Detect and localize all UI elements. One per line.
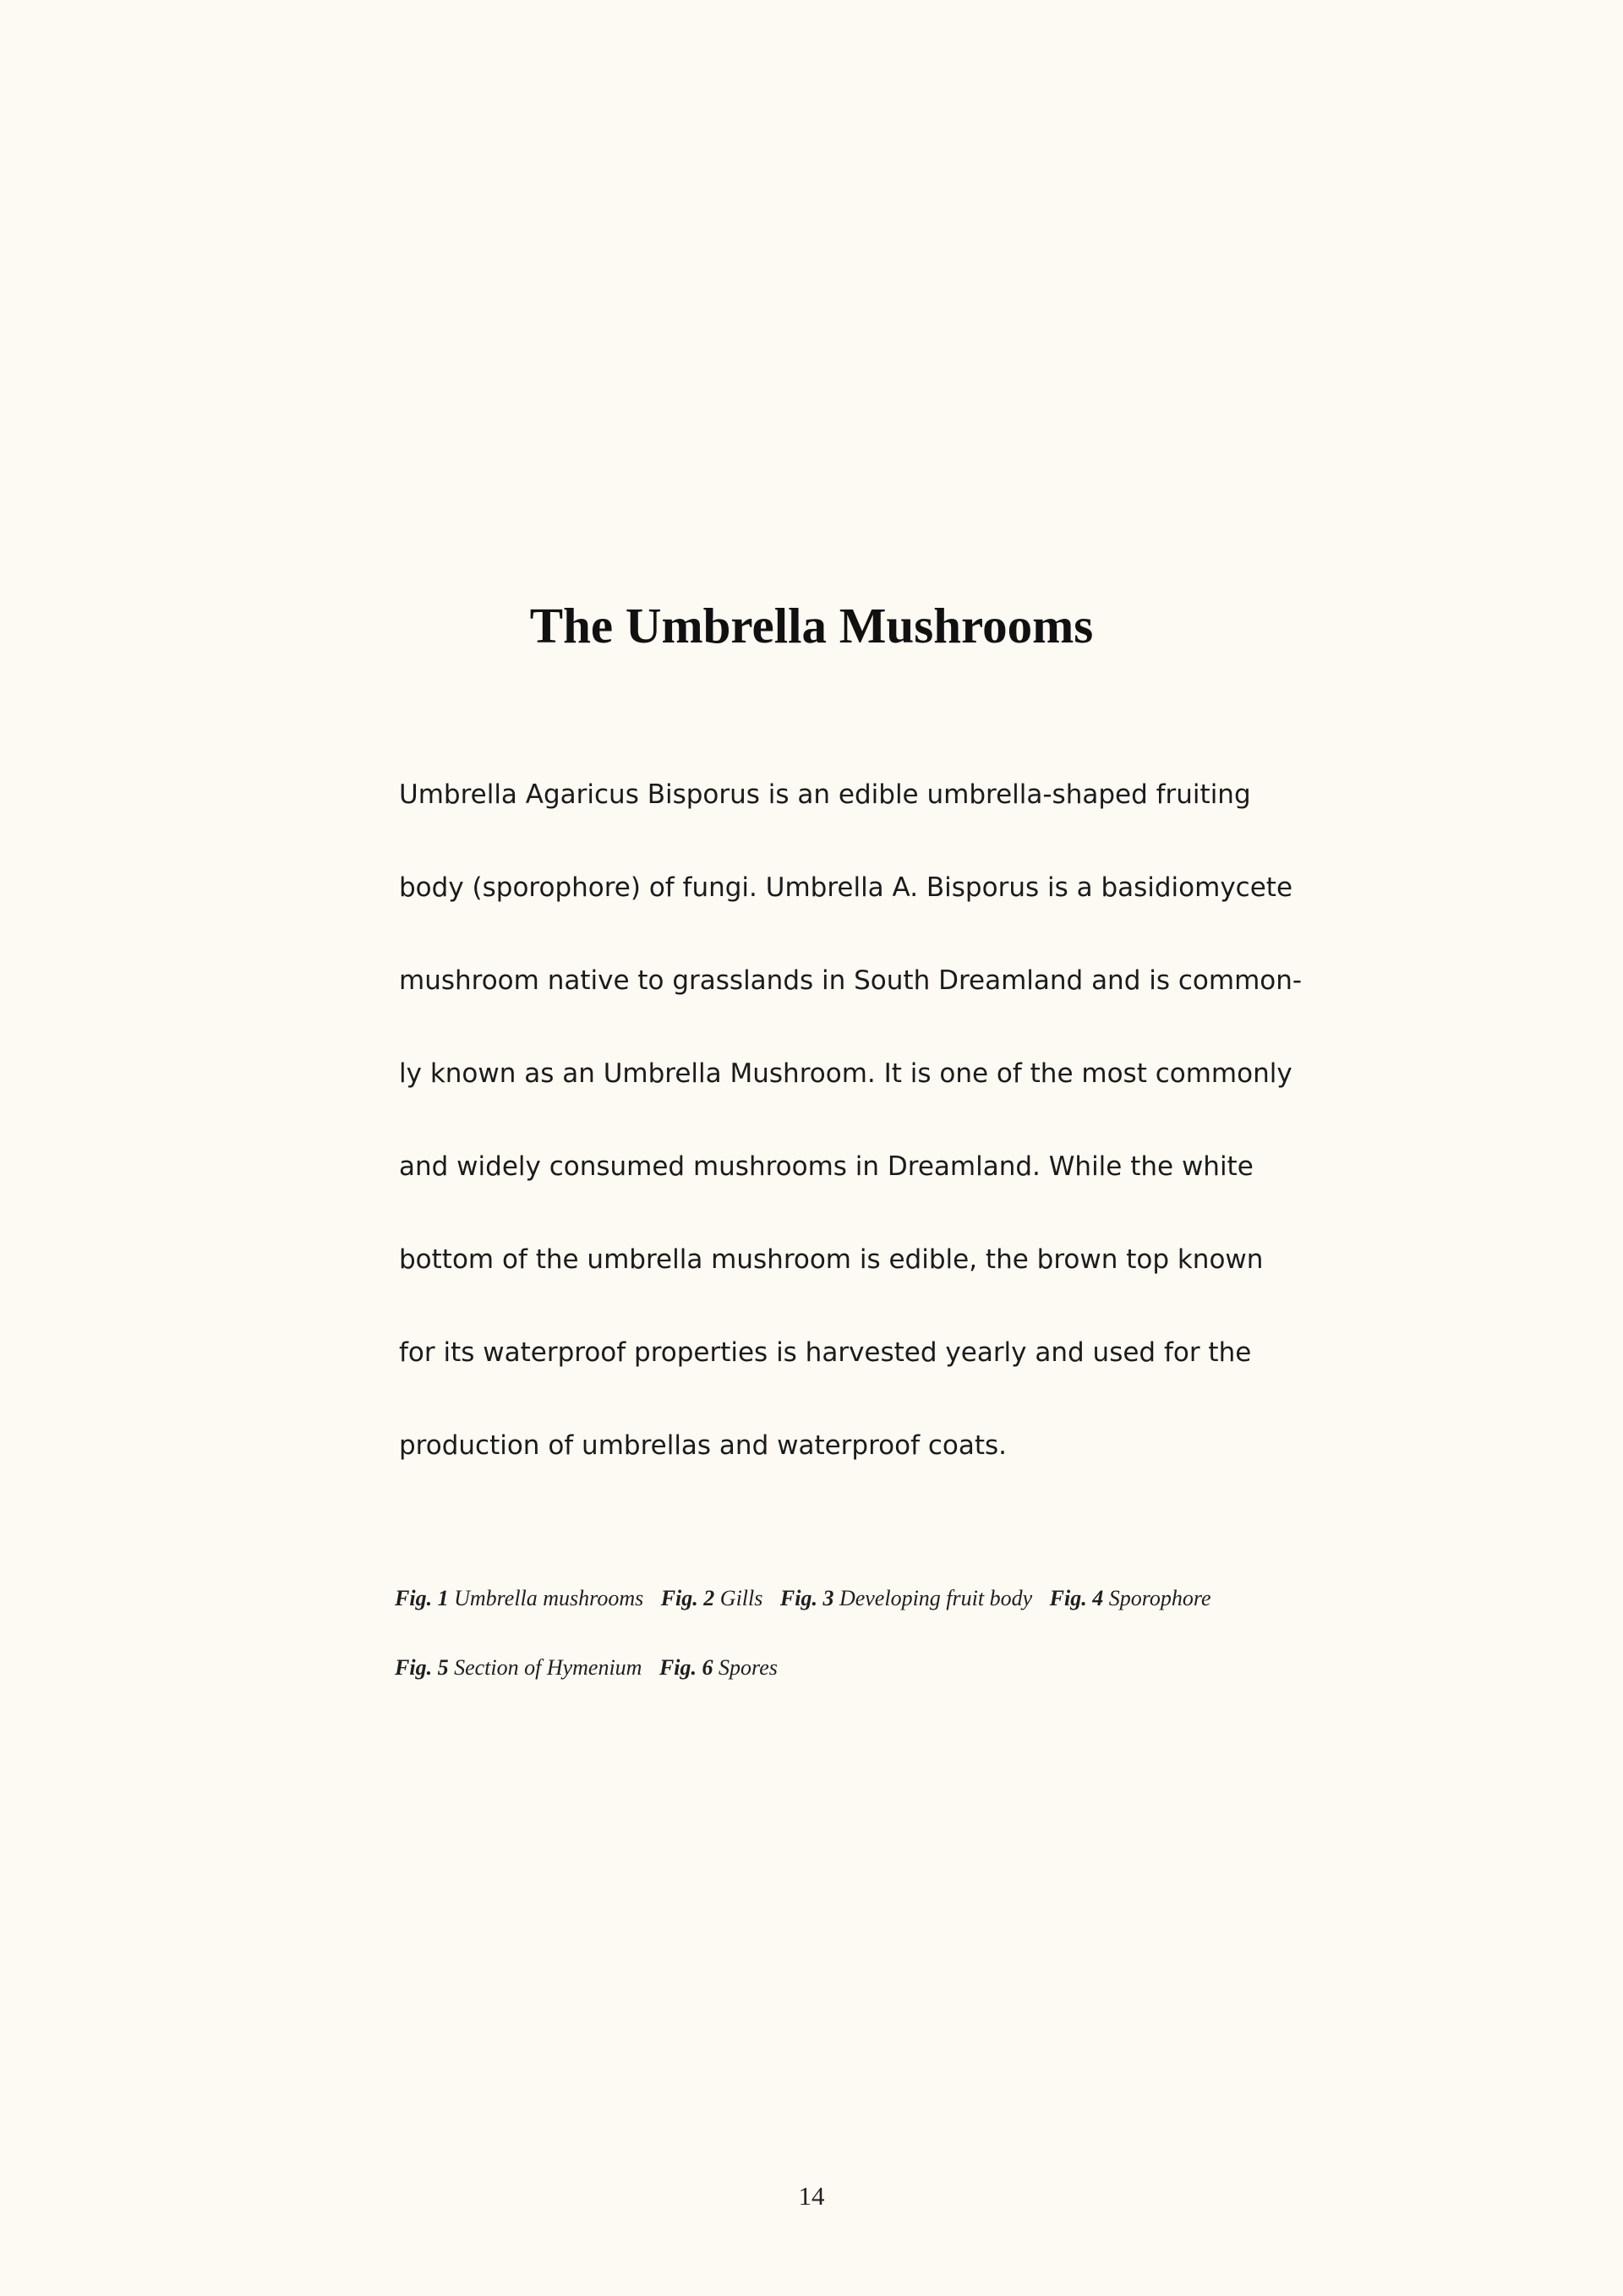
body-line: for its waterproof properties is harvested yearly and used for the — [399, 1337, 1252, 1368]
figure-caption — [1050, 1586, 1211, 1610]
figure-label: Fig. 1 — [395, 1586, 449, 1610]
figure-caption-text: Gills — [719, 1586, 763, 1610]
figure-label: Fig. 4 — [1049, 1586, 1104, 1610]
figure-label: Fig. 3 — [779, 1586, 834, 1610]
figure-label: Fig. 2 — [660, 1586, 715, 1610]
figure-caption — [395, 1586, 643, 1610]
body-line: bottom of the umbrella mushroom is edible, the brown top known — [399, 1244, 1264, 1275]
figure-caption-text: Developing fruit body — [839, 1586, 1033, 1610]
body-line: and widely consumed mushrooms in Dreamland. While the white — [399, 1151, 1254, 1182]
figure-caption-text: Spores — [719, 1655, 778, 1680]
caption-line — [395, 1647, 1240, 1716]
body-line: Umbrella Agaricus Bisporus is an edible umbrella-shaped fruiting — [399, 779, 1251, 810]
page-number: 14 — [798, 2181, 825, 2211]
figure-label: Fig. 6 — [658, 1655, 713, 1680]
figure-caption-text: Umbrella mushrooms — [454, 1586, 644, 1610]
figure-caption-text: Section of Hymenium — [454, 1655, 642, 1680]
body-line: body (sporophore) of fungi. Umbrella A. Bisporus is a basidiomycete — [399, 872, 1293, 903]
body-line: production of umbrellas and waterproof coats. — [399, 1430, 1008, 1461]
figure-caption — [659, 1655, 778, 1680]
figure-label: Fig. 5 — [395, 1655, 449, 1680]
figure-caption — [661, 1586, 763, 1610]
figure-caption — [395, 1655, 642, 1680]
figure-caption — [780, 1586, 1032, 1610]
body-line: ly known as an Umbrella Mushroom. It is one of the most commonly — [399, 1058, 1292, 1089]
figure-captions — [395, 1577, 1240, 1716]
body-line: mushroom native to grasslands in South Dreamland and is common- — [399, 965, 1303, 996]
body-paragraph — [399, 768, 1303, 1512]
page-title: The Umbrella Mushrooms — [529, 598, 1094, 653]
figure-caption-text: Sporophore — [1108, 1586, 1211, 1610]
caption-line — [395, 1577, 1240, 1647]
